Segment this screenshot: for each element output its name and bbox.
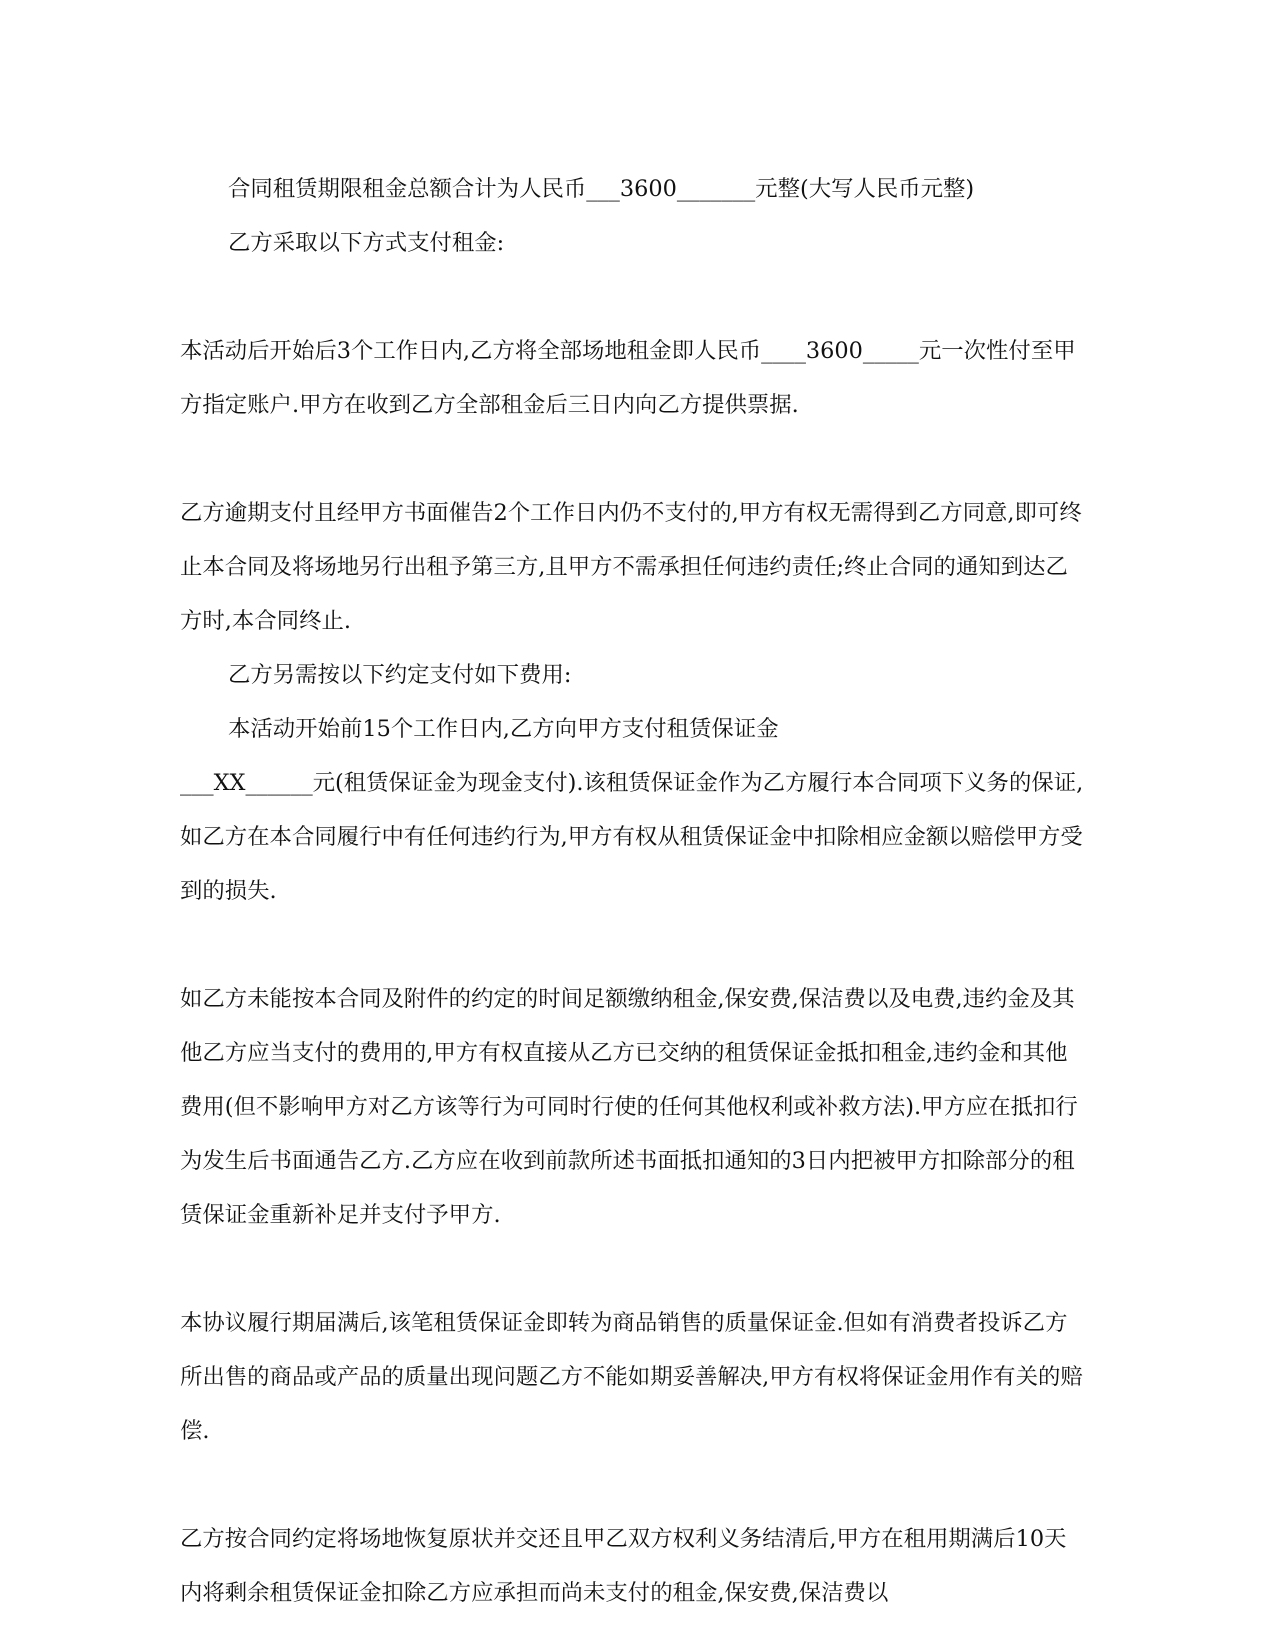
paragraph-deposit-amount: ___XX______元(租赁保证金为现金支付).该租赁保证金作为乙方履行本合同项下义务的保证,如乙方在本合同履行中有任何违约行为,甲方有权从租赁保证金中扣除相应金额以赔偿甲方受到的损失. xyxy=(180,770,1084,904)
paragraph-deduction: 如乙方未能按本合同及附件的约定的时间足额缴纳租金,保安费,保洁费以及电费,违约金及其他乙方应当支付的费用的,甲方有权直接从乙方已交纳的租赁保证金抵扣租金,违约金和其他费用(但不影响甲方对乙方该等行为可同时行使的任何其他权利或补救方法).甲方应在抵扣行为发生后书面通告乙方.乙方应在收到前款所述书面抵扣通知的3日内把被甲方扣除部分的租赁保证金重新补足并支付予甲方. xyxy=(180,986,1078,1228)
paragraph-overdue-payment: 乙方逾期支付且经甲方书面催告2个工作日内仍不支付的,甲方有权无需得到乙方同意,即可终止本合同及将场地另行出租予第三方,且甲方不需承担任何违约责任;终止合同的通知到达乙方时,本合同终止. xyxy=(180,500,1082,634)
paragraph-full-payment: 本活动后开始后3个工作日内,乙方将全部场地租金即人民币____3600_____元一次性付至甲方指定账户.甲方在收到乙方全部租金后三日内向乙方提供票据. xyxy=(180,338,1076,418)
paragraph-deposit-refund: 乙方按合同约定将场地恢复原状并交还且甲乙双方权利义务结清后,甲方在租用期满后10天内将剩余租赁保证金扣除乙方应承担而尚未支付的租金,保安费,保洁费以 xyxy=(180,1526,1067,1606)
document-body xyxy=(180,162,1086,1620)
paragraph-quality-guarantee: 本协议履行期届满后,该笔租赁保证金即转为商品销售的质量保证金.但如有消费者投诉乙方所出售的商品或产品的质量出现问题乙方不能如期妥善解决,甲方有权将保证金用作有关的赔偿. xyxy=(180,1310,1083,1444)
paragraph-payment-method: 乙方采取以下方式支付租金: xyxy=(228,230,505,256)
paragraph-additional-fees: 乙方另需按以下约定支付如下费用: xyxy=(228,662,572,688)
paragraph-total-rent: 合同租赁期限租金总额合计为人民币___3600_______元整(大写人民币元整) xyxy=(228,176,975,202)
paragraph-deposit-intro: 本活动开始前15个工作日内,乙方向甲方支付租赁保证金 xyxy=(228,716,779,742)
